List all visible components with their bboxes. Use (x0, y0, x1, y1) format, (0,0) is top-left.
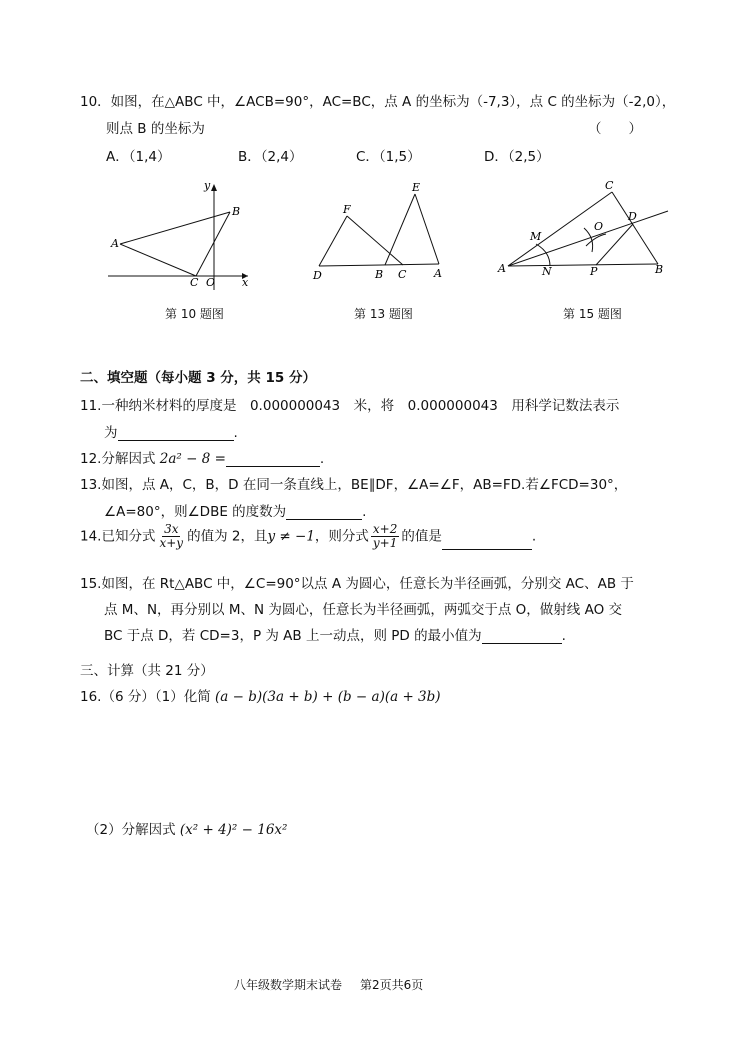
q11-line2 (104, 421, 238, 441)
q15-period: . (561, 628, 566, 644)
q14-middle: 的值为 2，且 (187, 528, 268, 545)
q15-prefix: BC 于点 D，若 CD=3，P 为 AB 上一动点，则 PD 的最小值为 (104, 628, 482, 644)
q13-period: . (362, 504, 367, 520)
fig13-label-e: E (412, 181, 421, 194)
q14-suffix: 的值是 (401, 528, 442, 545)
fig15-label-n: N (542, 265, 552, 278)
fig15-label-c: C (605, 179, 614, 192)
q12-answer-blank[interactable] (226, 452, 320, 467)
fig13-label-f: F (343, 203, 351, 216)
q16-expr1: (a − b)(3a + b) + (b − a)(a + 3b) (215, 689, 441, 705)
fig10-label-b: B (232, 205, 241, 218)
fig13-caption: 第 13 题图 (354, 307, 413, 321)
q14-fraction-1 (157, 523, 185, 550)
q10-option-b: B．（2,4） (238, 149, 303, 165)
fig13-label-d: D (313, 269, 322, 282)
q10-line2: 则点 B 的坐标为 (106, 121, 205, 137)
q14-f2-num: x+2 (372, 522, 398, 536)
q13-line1: 13.如图，点 A，C，B，D 在同一条直线上，BE∥DF，∠A=∠F，AB=FD.若∠FCD=30°， (80, 477, 628, 493)
q10-line1: 10．如图，在△ABC 中，∠ACB=90°，AC=BC，点 A 的坐标为（-7,3），点 C 的坐标为（-2,0）， (80, 94, 676, 110)
q16-part2-label: （2）分解因式 (86, 822, 176, 838)
fig10-caption: 第 10 题图 (165, 307, 224, 321)
q13-line2 (104, 500, 366, 520)
q10-bracket: （ ） (588, 121, 642, 137)
q10-option-a: A．（1,4） (106, 149, 171, 165)
q16-part1-label: 16.（6 分）（1）化简 (80, 689, 211, 705)
fig10-label-c: C (190, 276, 199, 289)
figure-15 (492, 176, 677, 281)
q11-period: . (233, 425, 238, 441)
q14 (80, 523, 536, 550)
q16-part2 (86, 818, 287, 838)
q14-cond: y ≠ −1 (267, 528, 315, 545)
q14-fraction-2 (371, 523, 399, 550)
q14-period: . (531, 528, 537, 545)
section2-title: 二、填空题（每小题 3 分，共 15 分） (80, 370, 316, 386)
q15-line1: 15.如图，在 Rt△ABC 中，∠C=90°以点 A 为圆心，任意长为半径画弧，分别交 AC、AB 于 (80, 576, 634, 592)
fig15-label-o: O (594, 220, 604, 233)
q14-f1-den: x+y (159, 536, 184, 550)
fig15-caption: 第 15 题图 (563, 307, 622, 321)
fig15-label-a: A (498, 262, 506, 275)
q12-expr: 2a² − 8 = (159, 451, 226, 467)
q13-answer-blank[interactable] (286, 505, 362, 520)
q15-answer-blank[interactable] (482, 629, 562, 644)
q12-period: . (319, 451, 325, 467)
q16-part1 (80, 685, 441, 705)
q13-prefix: ∠A=80°，则∠DBE 的度数为 (104, 504, 287, 520)
q14-prefix: 14.已知分式 (80, 528, 156, 545)
fig10-label-y: y (204, 179, 211, 192)
fig15-label-d: D (628, 210, 637, 223)
footer-title: 八年级数学期末试卷 (234, 978, 343, 992)
q11-prefix: 为 (104, 425, 118, 441)
q11-answer-blank[interactable] (118, 426, 234, 441)
fig10-label-o: O (206, 276, 216, 289)
footer-page: 第2页共6页 (360, 978, 424, 992)
footer (234, 976, 423, 993)
fig15-label-p: P (590, 265, 598, 278)
fig13-label-c: C (398, 268, 407, 281)
q12 (80, 447, 324, 467)
fig13-label-a: A (434, 267, 442, 280)
fig10-label-x: x (242, 276, 249, 289)
q10-option-c: C．（1,5） (356, 149, 421, 165)
q10-option-d: D．（2,5） (484, 149, 550, 165)
q12-prefix: 12.分解因式 (80, 451, 160, 467)
fig15-label-m: M (530, 230, 542, 243)
fig15-label-b: B (655, 263, 664, 276)
q14-answer-blank[interactable] (442, 535, 532, 550)
q14-middle2: ，则分式 (314, 528, 369, 545)
q15-line2: 点 M、N，再分别以 M、N 为圆心，任意长为半径画弧，两弧交于点 O，做射线 AO 交 (104, 602, 622, 618)
fig13-label-b: B (375, 268, 384, 281)
q16-expr2: (x² + 4)² − 16x² (179, 822, 288, 838)
q15-line3 (104, 624, 566, 644)
section3-title: 三、计算（共 21 分） (80, 663, 214, 679)
q14-f2-den: y+1 (372, 536, 398, 550)
q14-f1-num: 3x (164, 522, 179, 536)
q11-line1: 11.一种纳米材料的厚度是 0.000000043 米，将 0.000000043 用科学记数法表示 (80, 398, 620, 414)
figure-13 (305, 178, 455, 283)
fig10-label-a: A (111, 237, 119, 250)
figure-10 (100, 178, 260, 293)
